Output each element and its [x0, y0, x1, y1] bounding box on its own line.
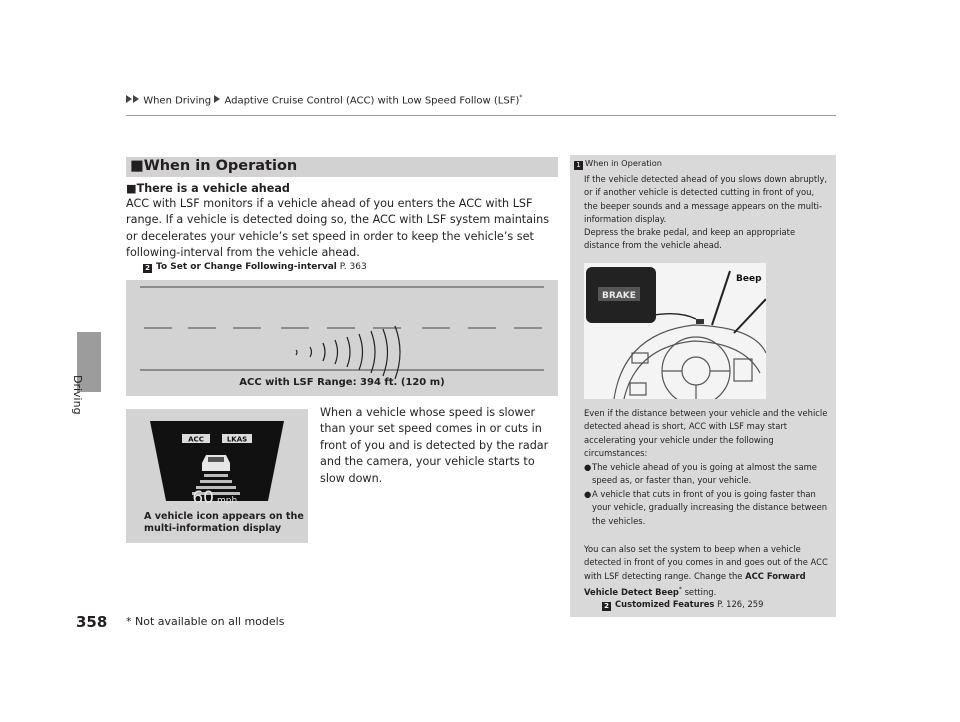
footnote: * Not available on all models: [126, 615, 285, 628]
display-acc-label: ACC: [188, 435, 204, 444]
chapter-label: Driving: [71, 375, 84, 415]
footnote-marker: *: [678, 586, 682, 594]
side-note-paragraph: Depress the brake pedal, and keep an appropriate distance from the vehicle ahead.: [584, 227, 796, 251]
acc-range-illustration: [126, 280, 558, 396]
cross-reference[interactable]: [602, 598, 848, 611]
reference-arrow-icon: 2: [143, 264, 152, 273]
figure-caption: ACC with LSF Range: 394 ft. (120 m): [239, 377, 445, 388]
section-header: [126, 157, 558, 177]
beep-label: Beep: [736, 274, 762, 284]
side-note-bullet: [584, 488, 834, 528]
breadcrumb-item[interactable]: Adaptive Cruise Control (ACC) with Low Speed Follow (LSF): [224, 95, 520, 107]
side-note-paragraph: [584, 543, 830, 599]
beep-illustration: [584, 263, 766, 399]
bullet-icon: ●: [584, 489, 592, 499]
breadcrumb: [126, 94, 522, 106]
bullet-text: The vehicle ahead of you is going at almost the same speed as, or faster than, your vehicle.: [592, 462, 817, 486]
breadcrumb-arrow-icon: [126, 95, 132, 103]
header-divider: [126, 115, 836, 116]
cross-reference[interactable]: [143, 262, 367, 273]
reference-page: P. 363: [339, 262, 367, 272]
body-paragraph: When a vehicle whose speed is slower than your set speed comes in or cuts in front of you and is detected by the radar and the camera, your vehicle starts to slow down.: [320, 406, 549, 485]
dashboard-illustration: [584, 263, 766, 399]
brake-message: BRAKE: [602, 291, 636, 301]
side-note-text: setting.: [681, 587, 717, 598]
reference-arrow-icon: 2: [602, 602, 611, 611]
display-speed: 60: [192, 488, 214, 508]
radar-waves: [296, 326, 400, 379]
side-note-paragraph: If the vehicle detected ahead of you slows down abruptly, or if another vehicle is detected cutting in front of you, the beeper sounds and a message appears on the multi-information display.: [584, 174, 828, 225]
reference-label[interactable]: Customized Features: [615, 599, 715, 609]
reference-label[interactable]: To Set or Change Following-interval: [156, 262, 337, 272]
page-number: 358: [76, 613, 108, 631]
vehicle-ahead-icon: [202, 455, 230, 471]
footnote-marker: *: [519, 94, 523, 101]
multi-information-display: [126, 409, 308, 509]
section-title: ■When in Operation: [130, 158, 298, 174]
side-note-panel: [570, 155, 836, 617]
breadcrumb-item[interactable]: When Driving: [143, 95, 212, 107]
road-diagram: [126, 280, 558, 380]
side-note-paragraph: Even if the distance between your vehicle and the vehicle detected ahead is short, ACC with LSF may start accelerating your vehicle under the following circumstances:: [584, 408, 828, 459]
side-note-text: You can also set the system to beep when a vehicle detected in front of you comes in and goes out of the ACC with LSF detecting range. Change the: [584, 544, 828, 581]
display-speed-unit: mph: [217, 496, 238, 506]
breadcrumb-arrow-icon: [214, 95, 220, 103]
side-note-title: [574, 157, 820, 170]
setting-name: ACC Forward Vehicle Detect Beep: [584, 570, 806, 598]
figure-caption: A vehicle icon appears on the multi-information display: [144, 511, 304, 534]
reference-page: P. 126, 259: [717, 599, 764, 609]
side-note-title-text: When in Operation: [585, 158, 662, 168]
display-lkas-label: LKAS: [226, 435, 248, 444]
side-note-bullet: [584, 461, 834, 488]
subsection-heading: ■There is a vehicle ahead: [126, 182, 290, 195]
mid-illustration: [126, 409, 308, 543]
body-paragraph: ACC with LSF monitors if a vehicle ahead of you enters the ACC with LSF range. If a vehicle is detected doing so, the ACC with LSF system maintains or decelerates your vehicle’s set speed in order to keep the vehicle’s set following-interval from the vehicle ahead.: [126, 197, 550, 260]
note-number-icon: 1: [574, 161, 583, 170]
breadcrumb-arrow-icon: [133, 95, 139, 103]
bullet-text: A vehicle that cuts in front of you is going faster than your vehicle, gradually increasing the distance between the vehicles.: [592, 489, 828, 526]
bullet-icon: ●: [584, 462, 592, 472]
